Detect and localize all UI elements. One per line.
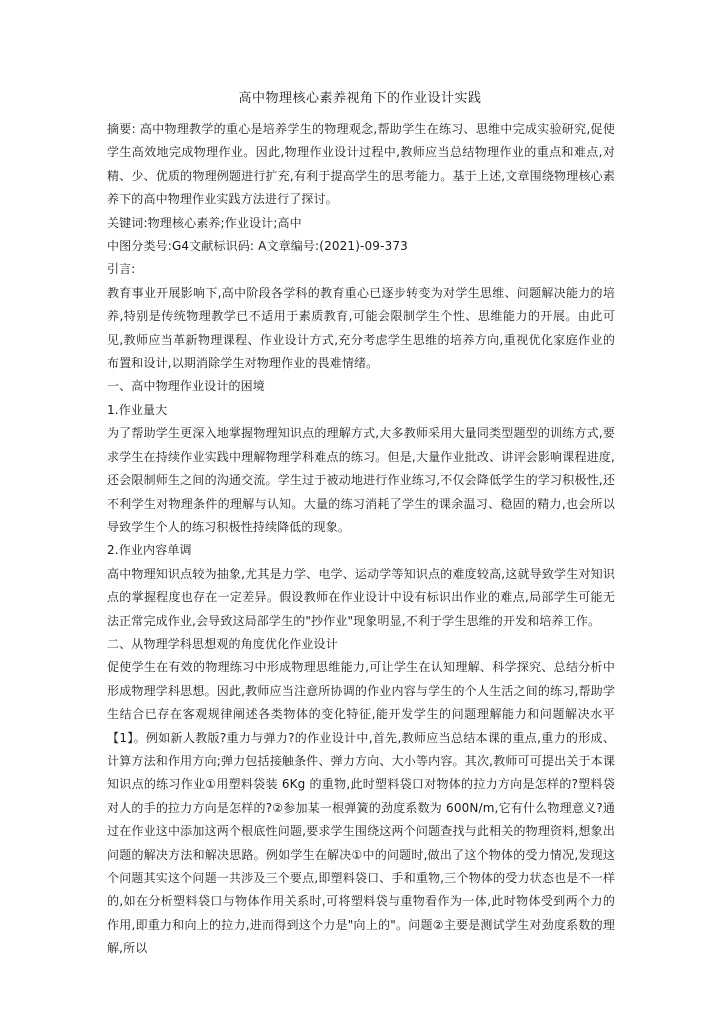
subsection-2-heading: 2.作业内容单调 xyxy=(107,543,192,558)
abstract-paragraph: 摘要: 高中物理教学的重心是培养学生的物理观念,帮助学生在练习、思维中完成实验研究,促使学生高效地完成物理作业。因此,物理作业设计过程中,教师应当总结物理作业的重点和难点,对精、少、优质的物理例题进行扩充,有利于提高学生的思考能力。基于上述,文章围绕物理核心素养下的高中物理作业实践方法进行了探讨。 xyxy=(107,122,615,207)
section-2-paragraph: 促使学生在有效的物理练习中形成物理思维能力,可让学生在认知理解、科学探究、总结分析中形成物理学科思想。因此,教师应当注意所协调的作业内容与学生的个人生活之间的练习,帮助学生结合已存在客观规律阐述各类物体的变化特征,能开发学生的问题理解能力和问题解决水平【1】。例如新人教版?重力与弹力?的作业设计中,首先,教师应当总结本课的重点,重力的形成、计算方法和作用方向;弹力包括接触条件、弹力方向、大小等内容。其次,教师可可提出关于本课知识点的练习作业①用塑料袋装 6Kg 的重物,此时塑料袋口对物体的拉力方向是怎样的?塑料袋对人的手的拉力方向是怎样的?②参加某一根弹簧的劲度系数为 600N/m,它有什么物理意义?通过在作业这中添加这两个根底性问题,要求学生围绕这两个问题查找与此相关的物理资料,想象出问题的解决方法和解决思路。例如学生在解决①中的问题时,做出了这个物体的受力情况,发现这个问题其实这个问题一共涉及三个要点,即塑料袋口、手和重物,三个物体的受力状态也是不一样的,如在分析塑料袋口与物体作用关系时,可将塑料袋与重物看作为一体,此时物体受到两个力的作用,即重力和向上的拉力,进而得到这个力是"向上的"。问题②主要是测试学生对劲度系数的理解,所以 xyxy=(107,660,615,956)
subsection-1-heading: 1.作业量大 xyxy=(107,402,168,417)
section-2-heading: 二、从物理学科思想观的角度优化作业设计 xyxy=(107,636,338,651)
document-title: 高中物理核心素养视角下的作业设计实践 xyxy=(238,91,482,106)
intro-paragraph: 教育事业开展影响下,高中阶段各学科的教育重心已逐步转变为对学生思维、问题解决能力的培养,特别是传统物理教学已不适用于素质教育,可能会限制学生个性、思维能力的开展。由此可见,教师应当革新物理课程、作业设计方式,充分考虑学生思维的培养方向,重视优化家庭作业的布置和设计,以期消除学生对物理作业的畏难情绪。 xyxy=(107,285,615,371)
classification-line: 中图分类号:G4文献标识码: A文章编号:(2021)-09-373 xyxy=(107,239,408,254)
subsection-1-paragraph: 为了帮助学生更深入地掌握物理知识点的理解方式,大多教师采用大量同类型题型的训练方式,要求学生在持续作业实践中理解物理学科难点的练习。但是,大量作业批改、讲评会影响课程进度,还会限制师生之间的沟通交流。学生过于被动地进行作业练习,不仅会降低学生的学习积极性,还不利学生对物理条件的理解与认知。大量的练习消耗了学生的课余温习、稳固的精力,也会所以导致学生个人的练习积极性持续降低的现象。 xyxy=(107,426,615,534)
intro-heading: 引言: xyxy=(107,262,136,277)
keywords-line: 关键词:物理核心素养;作业设计;高中 xyxy=(107,215,302,230)
section-1-heading: 一、高中物理作业设计的困境 xyxy=(107,379,265,394)
subsection-2-paragraph: 高中物理知识点较为抽象,尤其是力学、电学、运动学等知识点的难度较高,这就导致学生对知识点的掌握程度也存在一定差异。假设教师在作业设计中设有标识出作业的难点,局部学生可能无法正常完成作业,会导致这局部学生的"抄作业"现象明显,不利于学生思维的开发和培养工作。 xyxy=(107,566,615,628)
document-body xyxy=(107,118,615,961)
